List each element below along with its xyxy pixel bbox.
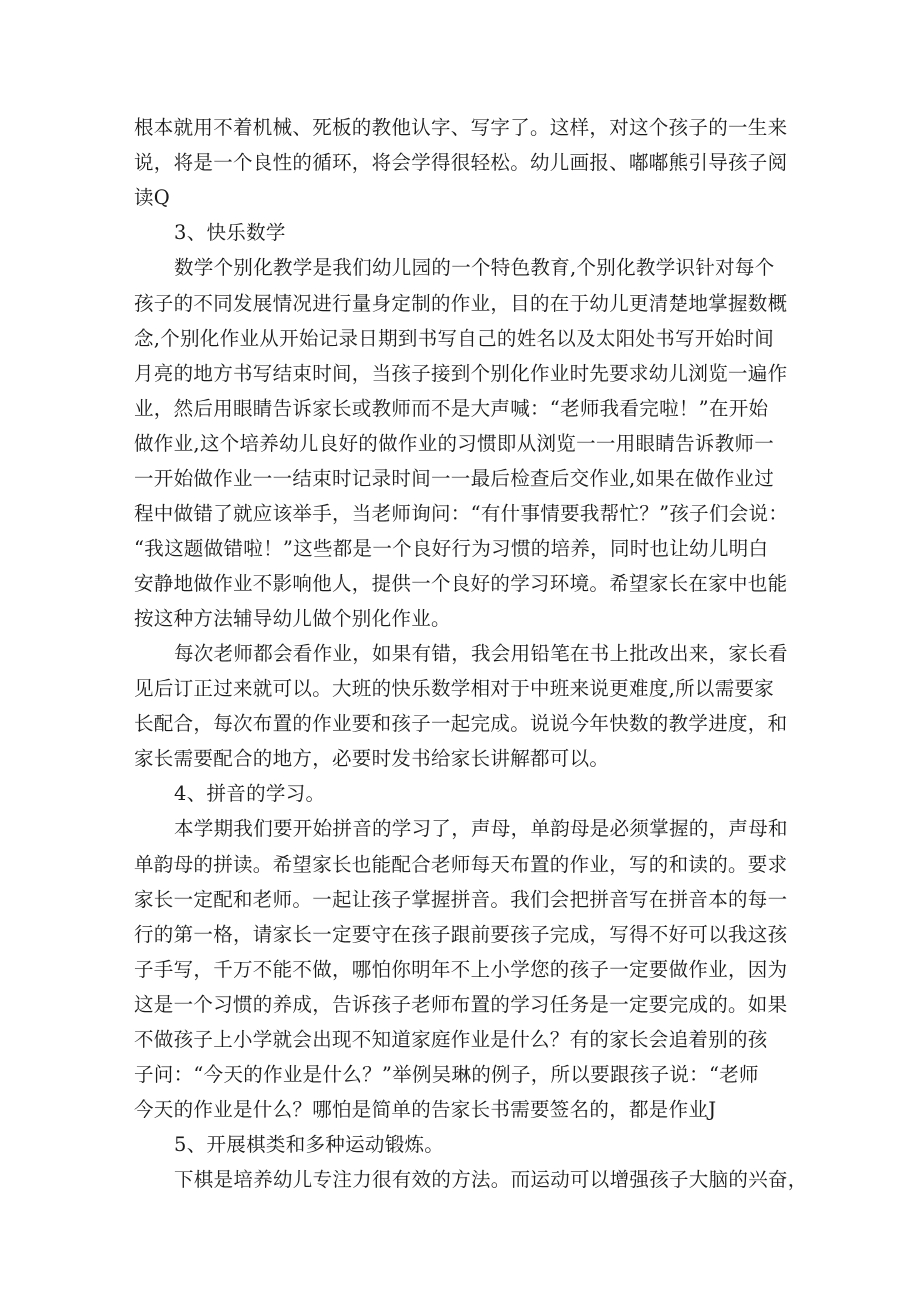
text-line: 今天的作业是什么？哪怕是简单的告家长书需要签名的，都是作业J [134,1098,717,1121]
text-line: 数学个别化教学是我们幼儿园的一个特色教育,个别化教学识针对每个 [174,256,775,279]
text-line: “我这题做错啦！”这些都是一个良好行为习惯的培养，同时也让幼儿明白 [134,537,769,560]
section-heading: 4、拼音的学习。 [174,782,326,805]
text-line: 每次老师都会看作业，如果有错，我会用铅笔在书上批改出来，家长看 [174,642,788,665]
text-line: 一开始做作业一一结束时记录时间一一最后检查后交作业,如果在做作业过 [134,467,775,490]
text-line: 这是一个习惯的养成，告诉孩子老师布置的学习任务是一定要完成的。如果 [134,993,788,1016]
text-line: 月亮的地方书写结束时间，当孩子接到个别化作业时先要求幼儿浏览一遍作 [134,362,788,385]
text-line: 安静地做作业不影响他人，提供一个良好的学习环境。希望家长在家中也能 [134,572,788,595]
text-line: 单韵母的拼读。希望家长也能配合老师每天布置的作业，写的和读的。要求 [134,853,788,876]
text-line: 子问：“今天的作业是什么？”举例吴琳的例子，所以要跟孩子说：“老师 [134,1063,759,1086]
text-line: 不做孩子上小学就会出现不知道家庭作业是什么？有的家长会追着别的孩 [134,1028,768,1051]
text-line: 念,个别化作业从开始记录日期到书写自己的姓名以及太阳处书写开始时间 [134,327,775,350]
text-line: 读Q [134,186,171,209]
text-line: 程中做错了就应该举手，当老师询问：“有什事情要我帮忙？”孩子们会说： [134,502,789,525]
text-line: 本学期我们要开始拼音的学习了，声母，单韵母是必须掌握的，声母和 [174,817,788,840]
section-heading: 3、快乐数学 [174,221,286,244]
text-line: 家长需要配合的地方，必要时发书给家长讲解都可以。 [134,747,610,770]
section-heading: 5、开展棋类和多种运动锻炼。 [174,1133,445,1156]
text-line: 说，将是一个良性的循环，将会学得很轻松。幼儿画报、嘟嘟熊引导孩子阅 [134,151,788,174]
text-line: 下棋是培养幼儿专注力很有效的方法。而运动可以增强孩子大脑的兴奋， [174,1168,808,1191]
text-line: 行的第一格，请家长一定要守在孩子跟前要孩子完成，写得不好可以我这孩 [134,923,788,946]
text-line: 孩子的不同发展情况进行量身定制的作业，目的在于幼儿更清楚地掌握数概 [134,292,788,315]
text-line: 按这种方法辅导幼儿做个别化作业。 [134,607,451,630]
text-line: 家长一定配和老师。一起让孩子掌握拼音。我们会把拼音写在拼音本的每一 [134,888,788,911]
text-line: 做作业,这个培养幼儿良好的做作业的习惯即从浏览一一用眼睛告诉教师一 [134,432,775,455]
text-line: 业，然后用眼睛告诉家长或教师而不是大声喊：“老师我看完啦！”在开始 [134,397,769,420]
text-line: 见后订正过来就可以。大班的快乐数学相对于中班来说更难度,所以需要家 [134,677,775,700]
text-line: 长配合，每次布置的作业要和孩子一起完成。说说今年快数的教学进度，和 [134,712,788,735]
text-line: 子手写，千万不能不做，哪怕你明年不上小学您的孩子一定要做作业，因为 [134,958,788,981]
text-line: 根本就用不着机械、死板的教他认字、写字了。这样，对这个孩子的一生来 [134,116,788,139]
